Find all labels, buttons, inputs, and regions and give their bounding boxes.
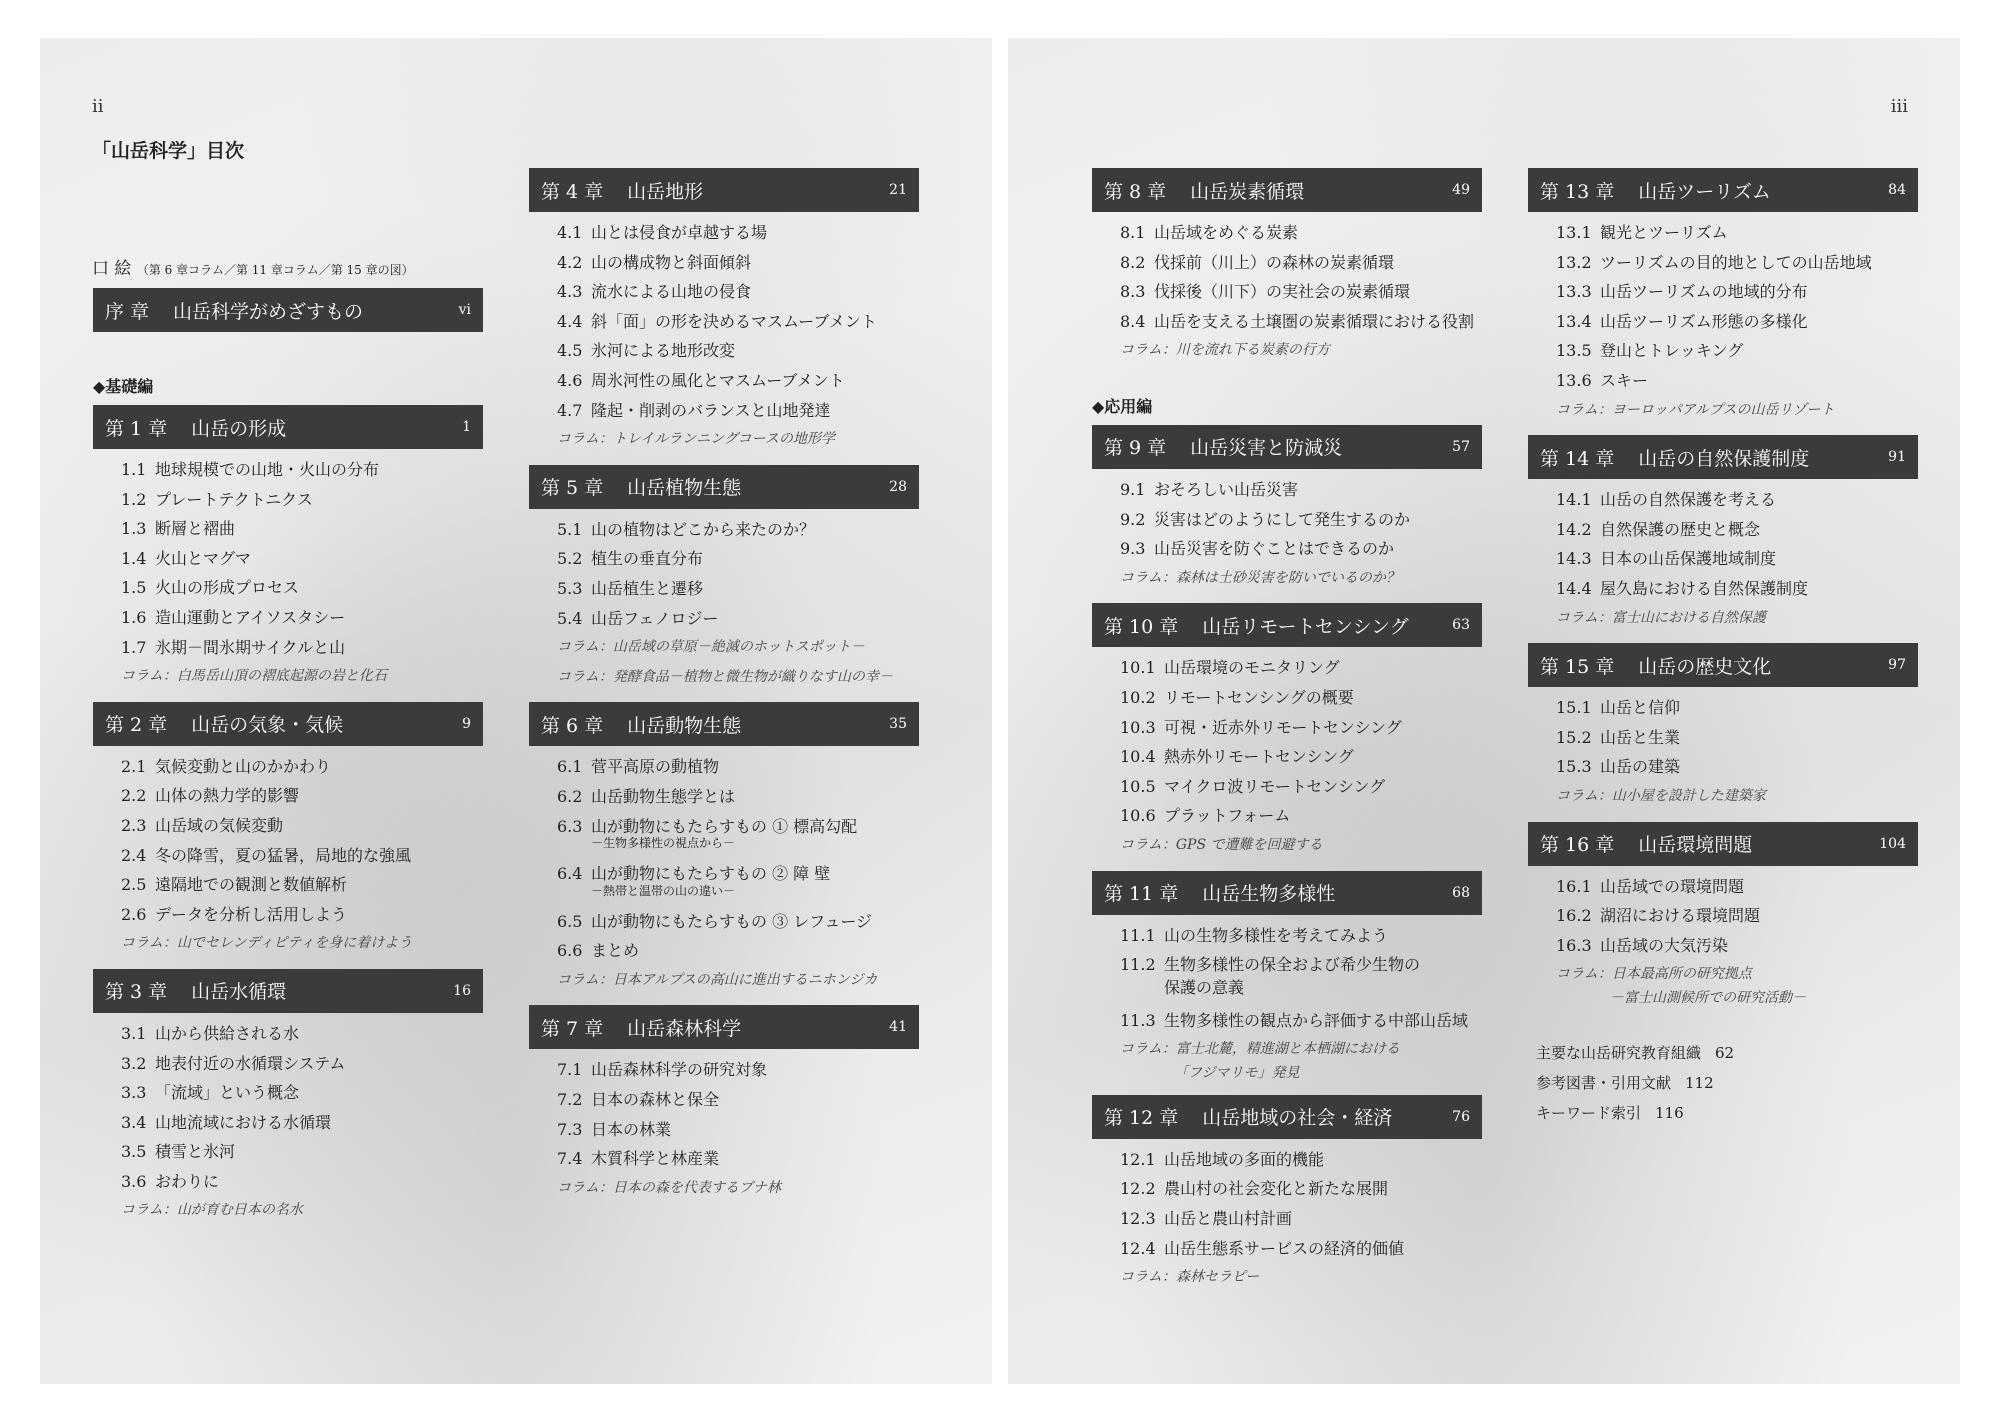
column-title-continued: －富士山測候所での研究活動－ (1610, 989, 1806, 1006)
column-item[interactable]: コラム：山が育む日本の名水 (121, 1202, 303, 1219)
section-list (529, 752, 919, 995)
section-item[interactable]: 11.1 山の生物多様性を考えてみよう (1120, 925, 1389, 945)
chapter-header[interactable] (93, 405, 483, 449)
chapter-block (529, 465, 919, 693)
chapter-header[interactable] (1092, 1095, 1482, 1139)
section-item[interactable]: 1.2 プレートテクトニクス (121, 489, 313, 509)
section-item[interactable]: 2.2 山体の熱力学的影響 (121, 786, 300, 806)
column-item[interactable]: コラム：トレイルランニングコースの地形学 (557, 431, 835, 448)
section-item[interactable]: 5.1 山の植物はどこから来たのか？ (557, 519, 816, 539)
chapter-header[interactable] (1528, 822, 1918, 866)
chapter-page: 84 (1888, 182, 1906, 198)
section-item[interactable]: 13.2 ツーリズムの目的地としての山岳地域 (1556, 252, 1872, 272)
chapter-header[interactable] (529, 1005, 919, 1049)
frontispiece-label: 口 絵 (92, 259, 132, 279)
section-item[interactable]: 2.5 遠隔地での観測と数値解析 (121, 875, 348, 895)
section-item[interactable]: 4.5 氷河による地形改変 (557, 341, 736, 361)
section-item[interactable]: 12.4 山岳生態系サービスの経済的価値 (1120, 1238, 1405, 1258)
right-page (1008, 38, 1960, 1384)
chapter-block (93, 405, 483, 692)
column-item[interactable]: コラム：日本最高所の研究拠点 －富士山測候所での研究活動－ (1556, 960, 1918, 1010)
chapter-title: 第 2 章 山岳の気象・気候 (105, 714, 344, 737)
section-list (1528, 872, 1918, 1010)
chapter-block (529, 1005, 919, 1203)
section-item[interactable]: 14.2 自然保護の歴史と概念 (1556, 519, 1761, 539)
back-matter-item[interactable]: 主要な山岳研究教育組織 62 (1536, 1043, 1735, 1062)
section-item[interactable]: 3.6 おわりに (121, 1171, 220, 1191)
column-item[interactable]: コラム：富士山における自然保護 (1556, 609, 1766, 626)
column-item[interactable]: コラム：山岳域の草原－絶滅のホットスポット－ (557, 639, 865, 656)
section-item[interactable]: 7.3 日本の林業 (557, 1119, 672, 1139)
column-item[interactable]: コラム：森林セラピー (1120, 1269, 1260, 1286)
section-item[interactable]: 8.1 山岳域をめぐる炭素 (1120, 223, 1299, 242)
section-list (529, 515, 919, 693)
section-list (529, 218, 919, 455)
section-item[interactable]: 10.6 プラットフォーム (1120, 806, 1291, 826)
chapter-header[interactable] (93, 969, 483, 1013)
section-item[interactable]: 9.2 災害はどのようにして発生するのか (1120, 509, 1411, 529)
section-item[interactable]: 13.6 スキー (1556, 370, 1649, 390)
section-item[interactable]: 5.3 山岳植生と遷移 (557, 578, 704, 598)
section-item[interactable]: 1.6 造山運動とアイソスタシー (121, 607, 346, 627)
toc-title: 「山岳科学」目次 (92, 140, 245, 162)
chapter-block (529, 168, 919, 455)
chapter-page: 49 (1452, 182, 1470, 198)
section-title-continued: 保護の意義 (1164, 977, 1245, 997)
section-item[interactable]: 5.4 山岳フェノロジー (557, 608, 719, 628)
section-item[interactable]: 10.5 マイクロ波リモートセンシング (1120, 776, 1386, 796)
section-item[interactable]: 10.4 熱赤外リモートセンシング (1120, 747, 1354, 767)
section-item[interactable]: 12.2 農山村の社会変化と新たな展開 (1120, 1179, 1389, 1199)
section-item[interactable]: 6.3 山が動物にもたらすもの ① 標高勾配 －生物多様性の視点から－ (557, 812, 919, 852)
section-list (1528, 693, 1918, 811)
chapter-block (1528, 643, 1918, 811)
column-item[interactable]: コラム：山小屋を設計した建築家 (1556, 787, 1766, 804)
chapter-title: 第 15 章 山岳の歴史文化 (1540, 655, 1772, 678)
section-item[interactable]: 5.2 植生の垂直分布 (557, 549, 704, 569)
chapter-title: 第 9 章 山岳災害と防減災 (1104, 437, 1343, 460)
chapter-title: 第 10 章 山岳リモートセンシング (1104, 615, 1409, 638)
section-item[interactable]: 3.4 山地流域における水循環 (121, 1112, 332, 1132)
section-item[interactable]: 4.7 隆起・削剥のバランスと山地発達 (557, 400, 831, 420)
section-item[interactable]: 4.2 山の構成物と斜面傾斜 (557, 252, 752, 272)
section-item[interactable]: 2.6 データを分析し活用しよう (121, 904, 348, 924)
column-item[interactable]: コラム：山でセレンディピティを身に着けよう (121, 935, 413, 952)
section-item[interactable]: 1.3 断層と褶曲 (121, 519, 236, 539)
section-item[interactable]: 8.3 伐採後（川下）の実社会の炭素循環 (1120, 282, 1411, 302)
section-item[interactable]: 9.3 山岳災害を防ぐことはできるのか (1120, 539, 1395, 559)
chapter-title: 第 14 章 山岳の自然保護制度 (1540, 447, 1810, 470)
section-applied: ◆応用編 (1092, 396, 1153, 416)
back-matter-item[interactable]: 参考図書・引用文献 112 (1536, 1073, 1714, 1092)
chapter-block (1092, 871, 1482, 1085)
column-item[interactable]: コラム：森林は土砂災害を防いでいるのか？ (1120, 569, 1400, 586)
section-list (1092, 218, 1482, 366)
column-item[interactable]: コラム：GPS で遭難を回避する (1120, 836, 1323, 853)
section-list (93, 455, 483, 692)
section-list (1092, 475, 1482, 593)
chapter-header-preface[interactable] (93, 288, 483, 332)
section-item[interactable]: 13.1 観光とツーリズム (1556, 223, 1728, 242)
chapter-title: 第 3 章 山岳水循環 (105, 981, 287, 1004)
section-item[interactable]: 16.2 湖沼における環境問題 (1556, 906, 1761, 926)
chapter-title: 第 4 章 山岳地形 (541, 180, 704, 203)
chapter-page: 28 (889, 478, 907, 495)
back-matter-list (1528, 1038, 1918, 1128)
section-item[interactable]: 3.2 地表付近の水循環システム (121, 1053, 346, 1073)
chapter-title: 第 13 章 山岳ツーリズム (1540, 180, 1771, 203)
section-basic: ◆基礎編 (93, 377, 154, 396)
chapter-header[interactable] (1092, 168, 1482, 212)
chapter-title: 第 7 章 山岳森林科学 (541, 1017, 742, 1040)
column-item[interactable]: コラム：発酵食品－植物と微生物が織りなす山の幸－ (557, 668, 893, 685)
chapter-page: 35 (889, 716, 907, 733)
chapter-header[interactable] (529, 168, 919, 212)
section-item[interactable]: 6.4 山が動物にもたらすもの ② 障 壁 －熱帯と温帯の山の違い－ (557, 859, 919, 899)
back-matter-item[interactable]: キーワード索引 116 (1536, 1103, 1684, 1122)
column-item[interactable]: コラム：白馬岳山頂の褶底起源の岩と化石 (121, 668, 387, 685)
section-item[interactable]: 14.3 日本の山岳保護地域制度 (1556, 549, 1777, 569)
section-list (1528, 218, 1918, 425)
section-item[interactable]: 16.3 山岳域の大気汚染 (1556, 935, 1729, 955)
chapter-header[interactable] (1092, 425, 1482, 469)
chapter-header[interactable] (1092, 603, 1482, 647)
section-subtitle: －熱帯と温帯の山の違い－ (591, 883, 736, 898)
section-list (1092, 1145, 1482, 1293)
chapter-block (1092, 168, 1482, 366)
section-item[interactable]: 7.4 木質科学と林産業 (557, 1149, 720, 1169)
section-list (1528, 485, 1918, 633)
chapter-block (1092, 425, 1482, 593)
section-list (93, 1019, 483, 1226)
section-item[interactable]: 9.1 おそろしい山岳災害 (1120, 479, 1299, 499)
chapter-header[interactable] (529, 465, 919, 509)
section-item[interactable]: 11.2 生物多様性の保全および希少生物の 保護の意義 (1120, 950, 1482, 1000)
column-title-continued: 「フジマリモ」発見 (1174, 1064, 1300, 1081)
chapter-page: 57 (1452, 438, 1470, 455)
column-item[interactable]: コラム：ヨーロッパアルプスの山岳リゾート (1556, 401, 1835, 418)
section-item[interactable]: 1.7 氷期－間氷期サイクルと山 (121, 637, 346, 657)
chapter-block (1092, 1095, 1482, 1293)
chapter-title: 第 16 章 山岳環境問題 (1540, 834, 1753, 856)
section-item[interactable]: 1.4 火山とマグマ (121, 548, 252, 568)
frontispiece-entry[interactable] (92, 254, 414, 279)
chapter-page: vi (458, 302, 471, 318)
section-item[interactable]: 12.1 山岳地域の多面的機能 (1120, 1149, 1325, 1169)
chapter-title: 第 11 章 山岳生物多様性 (1104, 883, 1336, 905)
toc-column-b (529, 168, 919, 1213)
chapter-block (1092, 603, 1482, 860)
section-list (529, 1055, 919, 1203)
section-item[interactable]: 16.1 山岳域での環境問題 (1556, 876, 1745, 896)
section-item[interactable]: 14.1 山岳の自然保護を考える (1556, 490, 1777, 510)
section-item[interactable]: 6.1 菅平高原の動植物 (557, 757, 720, 777)
column-item[interactable]: コラム：日本アルプスの高山に進出するニホンジカ (557, 971, 878, 988)
page-number-right: iii (1890, 96, 1908, 117)
toc-column-d (1528, 168, 1918, 1128)
section-item[interactable]: 15.3 山岳の建築 (1556, 757, 1681, 777)
chapter-block (529, 702, 919, 995)
section-list (1092, 653, 1482, 860)
chapter-page: 1 (462, 419, 471, 435)
chapter-header[interactable] (1092, 871, 1482, 915)
chapter-page: 68 (1452, 884, 1470, 901)
chapter-block (1528, 435, 1918, 633)
chapter-page: 21 (889, 182, 907, 198)
section-item[interactable]: 13.3 山岳ツーリズムの地域的分布 (1556, 282, 1808, 302)
chapter-block (1528, 822, 1918, 1010)
section-item[interactable]: 15.1 山岳と信仰 (1556, 698, 1681, 718)
chapter-block (93, 969, 483, 1226)
chapter-header[interactable] (93, 702, 483, 746)
section-item[interactable]: 8.2 伐採前（川上）の森林の炭素循環 (1120, 252, 1395, 272)
section-item[interactable]: 6.5 山が動物にもたらすもの ③ レフュージ (557, 911, 873, 931)
section-item[interactable]: 7.2 日本の森林と保全 (557, 1090, 720, 1110)
column-item[interactable]: コラム：日本の森を代表するブナ林 (557, 1179, 781, 1196)
section-item[interactable]: 4.1 山とは侵食が卓越する場 (557, 223, 768, 242)
section-item[interactable]: 6.2 山岳動物生態学とは (557, 786, 736, 806)
section-item[interactable]: 12.3 山岳と農山村計画 (1120, 1209, 1293, 1229)
chapter-page: 41 (889, 1019, 907, 1036)
section-item[interactable]: 13.4 山岳ツーリズム形態の多様化 (1556, 311, 1808, 331)
chapter-title: 第 8 章 山岳炭素循環 (1104, 180, 1305, 203)
chapter-title: 第 12 章 山岳地域の社会・経済 (1104, 1107, 1393, 1130)
section-item[interactable]: 8.4 山岳を支える土壌圏の炭素循環における役割 (1120, 311, 1475, 331)
chapter-page: 97 (1888, 657, 1906, 674)
page-number-left: ii (92, 96, 104, 117)
section-item[interactable]: 7.1 山岳森林科学の研究対象 (557, 1060, 768, 1080)
chapter-header[interactable] (1528, 643, 1918, 687)
chapter-page: 16 (453, 982, 471, 999)
section-item[interactable]: 13.5 登山とトレッキング (1556, 341, 1744, 361)
section-item[interactable]: 4.3 流水による山地の侵食 (557, 282, 752, 302)
chapter-title: 第 6 章 山岳動物生態 (541, 714, 742, 737)
section-item[interactable]: 3.1 山から供給される水 (121, 1023, 300, 1043)
section-item[interactable]: 10.2 リモートセンシングの概要 (1120, 687, 1354, 707)
chapter-title: 序 章 山岳科学がめざすもの (105, 300, 364, 323)
section-item[interactable]: 14.4 屋久島における自然保護制度 (1556, 578, 1809, 598)
chapter-page: 91 (1888, 449, 1906, 466)
section-item[interactable]: 1.1 地球規模での山地・火山の分布 (121, 460, 380, 479)
chapter-page: 63 (1452, 617, 1470, 634)
chapter-page: 9 (462, 715, 471, 732)
section-item[interactable]: 3.3 「流域」という概念 (121, 1083, 300, 1103)
chapter-header[interactable] (1528, 168, 1918, 212)
section-item[interactable]: 2.1 気候変動と山のかかわり (121, 756, 332, 776)
section-list (1092, 921, 1482, 1085)
section-item[interactable]: 2.4 冬の降雪，夏の猛暑，局地的な強風 (121, 845, 412, 865)
chapter-block (93, 702, 483, 959)
chapter-title: 第 1 章 山岳の形成 (105, 417, 287, 440)
section-item[interactable]: 4.4 斜「面」の形を決めるマスムーブメント (557, 311, 877, 331)
section-item[interactable]: 3.5 積雪と氷河 (121, 1142, 236, 1162)
chapter-title: 第 5 章 山岳植物生態 (541, 477, 742, 500)
section-item[interactable]: 1.5 火山の形成プロセス (121, 578, 300, 598)
chapter-page: 104 (1879, 835, 1906, 852)
chapter-header[interactable] (1528, 435, 1918, 479)
section-item[interactable]: 10.1 山岳環境のモニタリング (1120, 658, 1340, 678)
section-item[interactable]: 6.6 まとめ (557, 941, 640, 961)
chapter-header[interactable] (529, 702, 919, 746)
section-item[interactable]: 2.3 山岳域の気候変動 (121, 815, 284, 835)
section-item[interactable]: 10.3 可視・近赤外リモートセンシング (1120, 717, 1402, 737)
frontispiece-note: （第 6 章コラム／第 11 章コラム／第 15 章の図） (136, 263, 414, 277)
chapter-page: 76 (1452, 1108, 1470, 1125)
chapter-block (1528, 168, 1918, 425)
column-item[interactable]: コラム：富士北麓，精進湖と本栖湖における 「フジマリモ」発見 (1120, 1035, 1482, 1085)
toc-column-c (1092, 168, 1482, 1303)
section-subtitle: －生物多様性の視点から－ (591, 836, 736, 851)
section-item[interactable]: 15.2 山岳と生業 (1556, 727, 1681, 747)
column-item[interactable]: コラム：川を流れ下る炭素の行方 (1120, 342, 1330, 359)
section-list (93, 752, 483, 959)
section-item[interactable]: 11.3 生物多様性の観点から評価する中部山岳域 (1120, 1010, 1469, 1030)
left-page (40, 38, 992, 1384)
toc-column-a (93, 288, 483, 1236)
section-item[interactable]: 4.6 周氷河性の風化とマスムーブメント (557, 370, 845, 390)
